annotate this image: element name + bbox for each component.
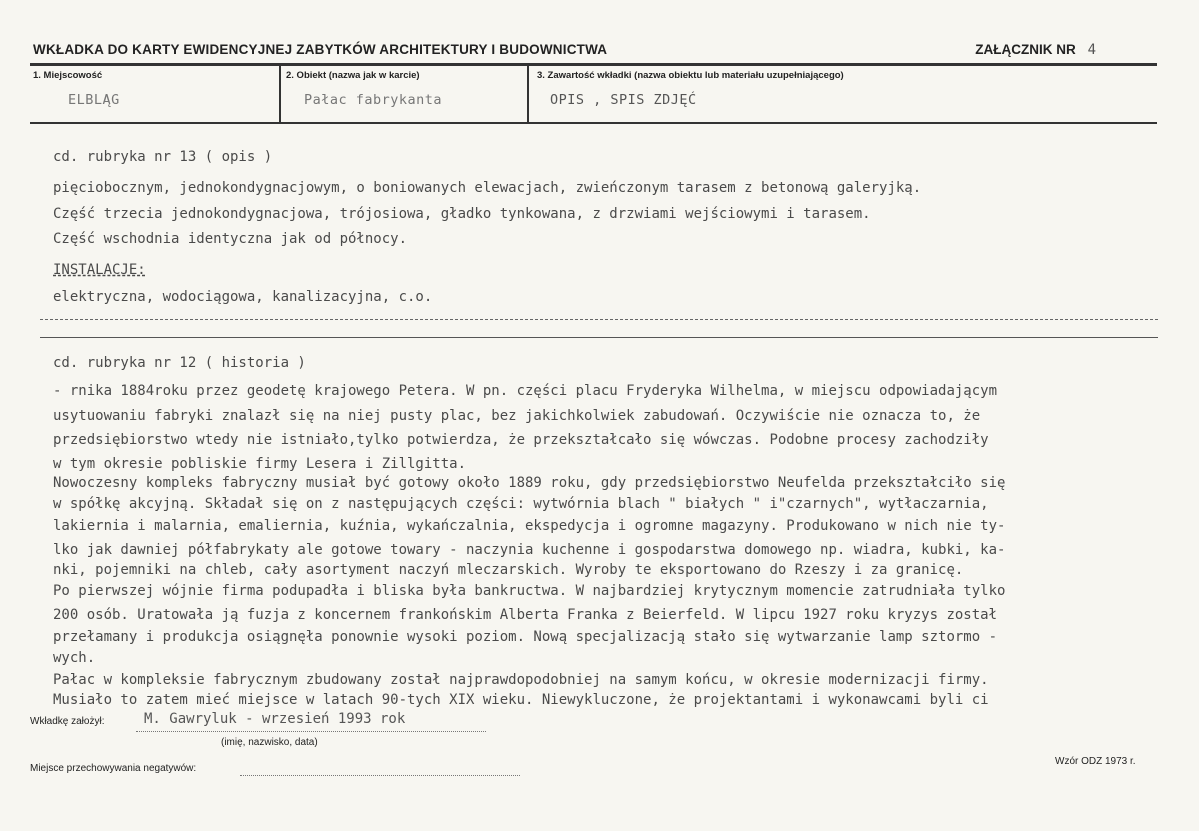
section-history-heading: cd. rubryka nr 12 ( historia ): [53, 355, 306, 371]
history-line-12: przełamany i produkcja osiągnęła ponownie wysoki poziom. Nową specjalizacją stało się wytwarzanie lamp sztormo -: [53, 629, 998, 645]
history-line-5: Nowoczesny kompleks fabryczny musiał być gotowy około 1889 roku, gdy przedsiębiorstwo Neufelda przekształciło się: [53, 475, 1006, 491]
document-title: WKŁADKA DO KARTY EWIDENCYJNEJ ZABYTKÓW ARCHITEKTURY I BUDOWNICTWA: [33, 42, 608, 57]
founded-by-value: M. Gawryluk - wrzesień 1993 rok: [144, 711, 406, 727]
history-line-1: - rnika 1884roku przez geodetę krajowego Petera. W pn. części placu Fryderyka Wilhelma, w miejscu odpowiadającym: [53, 383, 998, 399]
negatives-label: Miejsce przechowywania negatywów:: [30, 763, 197, 774]
object-label: 2. Obiekt (nazwa jak w karcie): [286, 70, 420, 81]
object-value: Pałac fabrykanta: [304, 92, 443, 108]
history-line-15: Musiało to zatem mieć miejsce w latach 90-tych XIX wieku. Niewykluczone, że projektantami i wykonawcami byli ci: [53, 692, 989, 708]
attachment-number: [975, 42, 1096, 58]
locality-label: 1. Miejscowość: [33, 70, 103, 81]
history-line-13: wych.: [53, 650, 96, 666]
history-line-11: 200 osób. Uratowała ją fuzja z koncernem frankońskim Alberta Franka z Beierfeld. W lipcu 1927 roku kryzys został: [53, 607, 998, 623]
header-rule-top: [30, 63, 1157, 66]
locality-value: ELBLĄG: [68, 92, 120, 108]
history-line-2: usytuowaniu fabryki znalazł się na niej pusty plac, bez jakichkolwiek zabudowań. Oczywiście nie oznacza to, że: [53, 408, 981, 424]
attachment-number-value: 4: [1087, 42, 1096, 58]
contents-label: 3. Zawartość wkładki (nazwa obiektu lub materiału uzupełniającego): [537, 70, 844, 81]
history-line-14: Pałac w kompleksie fabrycznym zbudowany został najprawdopodobniej na samym końcu, w okresie modernizacji firmy.: [53, 672, 989, 688]
section-divider-2: [40, 337, 1158, 338]
history-line-3: przedsiębiorstwo wtedy nie istniało,tylko potwierdza, że przekształcało się wówczas. Podobne procesy zachodziły: [53, 432, 989, 448]
history-line-9: nki, pojemniki na chleb, cały asortyment naczyń mleczarskich. Wyroby te eksportowano do Rzeszy i za granicę.: [53, 562, 964, 578]
field-divider-1: [279, 66, 281, 122]
history-line-4: w tym okresie pobliskie firmy Lesera i Zillgitta.: [53, 456, 467, 472]
header-rule-bottom: [30, 122, 1157, 124]
description-line-3: Część wschodnia identyczna jak od północy.: [53, 231, 408, 247]
founded-by-caption: (imię, nazwisko, data): [221, 737, 318, 748]
form-code: Wzór ODZ 1973 r.: [1055, 756, 1136, 767]
history-line-10: Po pierwszej wójnie firma podupadła i bliska była bankructwa. W najbardziej krytycznym momencie zatrudniała tylko: [53, 583, 1006, 599]
history-line-6: w spółkę akcyjną. Składał się on z następujących części: wytwórnia blach " białych " i"czarnych", wytłaczarnia,: [53, 496, 989, 512]
history-line-7: lakiernia i malarnia, emaliernia, kuźnia, wykańczalnia, ekspedycja i ogromne magazyny. Produkowano w nich nie ty-: [53, 518, 1006, 534]
founded-by-dotline: [136, 731, 486, 732]
attachment-label: ZAŁĄCZNIK NR: [975, 42, 1076, 57]
description-line-2: Część trzecia jednokondygnacjowa, trójosiowa, gładko tynkowana, z drzwiami wejściowymi i tarasem.: [53, 206, 871, 222]
installations-heading: INSTALACJE:: [53, 262, 146, 278]
field-divider-2: [527, 66, 529, 122]
contents-value: OPIS , SPIS ZDJĘĆ: [550, 92, 697, 108]
section-description-heading: cd. rubryka nr 13 ( opis ): [53, 149, 273, 165]
section-divider-1: [40, 319, 1158, 320]
history-line-8: lko jak dawniej półfabrykaty ale gotowe towary - naczynia kuchenne i gospodarstwa domowego np. wiadra, kubki, ka-: [53, 542, 1006, 558]
negatives-dotline: [240, 775, 520, 776]
description-line-1: pięciobocznym, jednokondygnacjowym, o boniowanych elewacjach, zwieńczonym tarasem z betonową galeryjką.: [53, 180, 922, 196]
founded-by-label: Wkładkę założył:: [30, 716, 105, 727]
installations-line: elektryczna, wodociągowa, kanalizacyjna, c.o.: [53, 289, 433, 305]
